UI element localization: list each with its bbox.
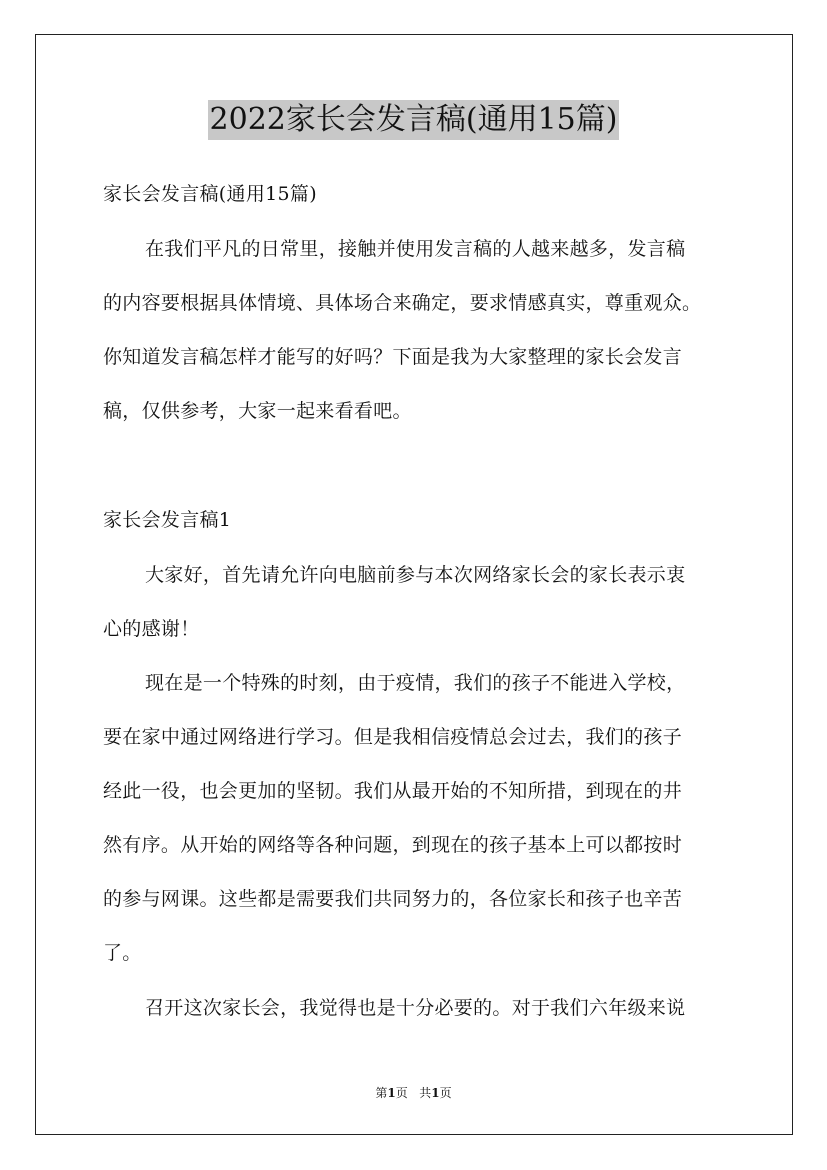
para1-line-2: 心的感谢！ (103, 618, 200, 640)
para2-line-4: 然有序。从开始的网络等各种问题，到现在的孩子基本上可以都按时 (103, 834, 683, 856)
intro-line-2: 的内容要根据具体情境、具体场合来确定，要求情感真实，尊重观众。 (103, 292, 702, 314)
intro-line-1: 在我们平凡的日常里，接触并使用发言稿的人越来越多，发言稿 (145, 238, 686, 260)
para2-line-1: 现在是一个特殊的时刻，由于疫情，我们的孩子不能进入学校， (145, 672, 686, 694)
total-label-post: 页 (439, 1086, 452, 1100)
page-footer (0, 1084, 827, 1101)
total-pages: 1 (431, 1086, 440, 1100)
intro-line-3: 你知道发言稿怎样才能写的好吗？下面是我为大家整理的家长会发言 (103, 346, 683, 368)
intro-line-4: 稿，仅供参考，大家一起来看看吧。 (103, 400, 412, 422)
page-label-pre: 第 (375, 1086, 388, 1100)
para2-line-2: 要在家中通过网络进行学习。但是我相信疫情总会过去，我们的孩子 (103, 726, 683, 748)
page-label-mid: 页 (395, 1086, 408, 1100)
document-subtitle: 家长会发言稿(通用15篇) (103, 183, 317, 205)
document-title: 2022家长会发言稿(通用15篇) (208, 100, 620, 140)
para1-line-1: 大家好，首先请允许向电脑前参与本次网络家长会的家长表示衷 (145, 564, 686, 586)
total-label-pre: 共 (419, 1086, 432, 1100)
para2-line-5: 的参与网课。这些都是需要我们共同努力的，各位家长和孩子也辛苦 (103, 888, 683, 910)
para2-line-3: 经此一役，也会更加的坚韧。我们从最开始的不知所措，到现在的井 (103, 780, 683, 802)
para3-line-1: 召开这次家长会，我觉得也是十分必要的。对于我们六年级来说 (145, 997, 686, 1019)
page-number: 1 (387, 1086, 396, 1100)
section-heading: 家长会发言稿1 (103, 509, 232, 531)
para2-line-6: 了。 (103, 942, 142, 964)
title-container (0, 100, 827, 140)
